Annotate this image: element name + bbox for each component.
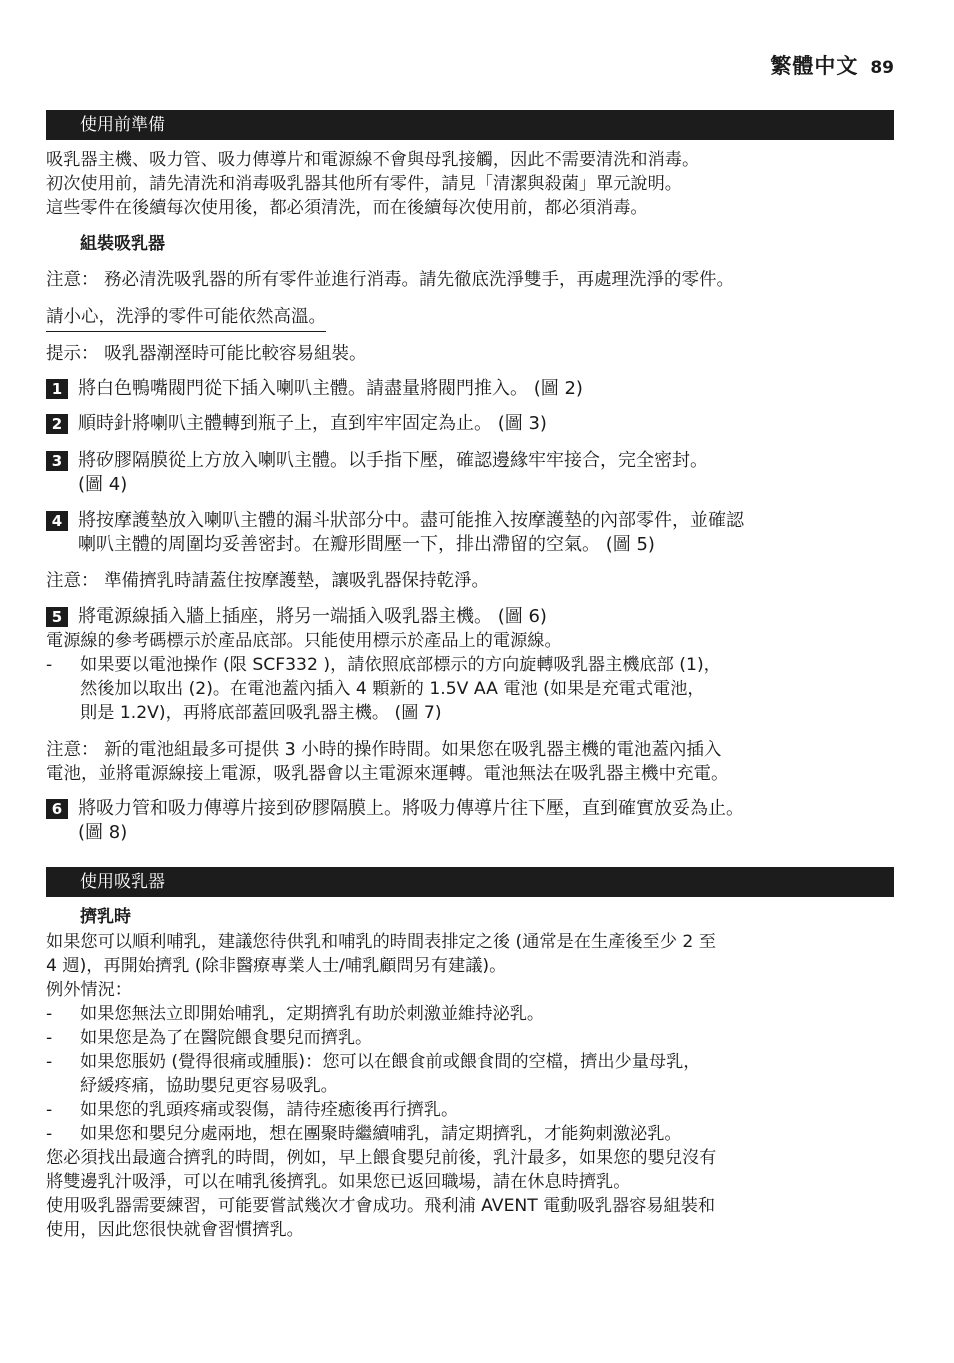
exception-bullet [46, 1002, 894, 1026]
outro-line: 使用，因此您很快就會習慣擠乳。 [46, 1220, 304, 1240]
caution-hot-parts: 請小心，洗淨的零件可能依然高溫。 [46, 305, 326, 332]
note-line: 注意： 新的電池組最多可提供 3 小時的操作時間。如果您在吸乳器主機的電池蓋內插入 [46, 740, 722, 760]
section-title-using: 使用吸乳器 [46, 867, 894, 897]
step-5-details [46, 629, 894, 725]
step-text: (圖 4) [78, 474, 128, 495]
intro-line: 例外情況： [46, 980, 132, 1000]
intro-line: 如果您可以順利哺乳，建議您待供乳和哺乳的時間表排定之後 (通常是在生產後至少 2 至 [46, 932, 716, 952]
step-6 [46, 797, 894, 845]
bullet-dash: - [46, 1124, 53, 1144]
step-number: 1 [46, 379, 68, 399]
outro-line: 使用吸乳器需要練習，可能要嘗試幾次才會成功。飛利浦 AVENT 電動吸乳器容易組裝和 [46, 1196, 716, 1216]
exception-bullet [46, 1122, 894, 1146]
page-header [770, 50, 894, 80]
bullet-text: 如果您和嬰兒分處兩地，想在團聚時繼續哺乳，請定期擠乳，才能夠刺激泌乳。 [80, 1124, 682, 1144]
intro-line: 這些零件在後續每次使用後，都必須清洗，而在後續每次使用前，都必須消毒。 [46, 198, 648, 218]
step-text: 將吸力管和吸力傳導片接到矽膠隔膜上。將吸力傳導片往下壓，直到確實放妥為止。 [78, 798, 744, 819]
step-number: 5 [46, 607, 68, 627]
section-title-preparation: 使用前準備 [46, 110, 894, 140]
tip-moist-assembly: 提示： 吸乳器潮溼時可能比較容易組裝。 [46, 344, 367, 364]
bullet-dash: - [46, 1100, 53, 1120]
step-text: 順時針將喇叭主體轉到瓶子上，直到牢牢固定為止。 (圖 3) [78, 413, 547, 434]
step-text: 將矽膠隔膜從上方放入喇叭主體。以手指下壓，確認邊緣牢牢接合，完全密封。 [78, 450, 708, 471]
bullet-text: 如果您是為了在醫院餵食嬰兒而擠乳。 [80, 1028, 373, 1048]
step-number: 6 [46, 799, 68, 819]
language-label: 繁體中文 [770, 54, 859, 78]
step-text: 喇叭主體的周圍均妥善密封。在瓣形間壓一下，排出滯留的空氣。 (圖 5) [78, 534, 655, 555]
subheading-when-to-express: 擠乳時 [80, 907, 131, 927]
exception-bullet [46, 1026, 894, 1050]
step-number: 2 [46, 414, 68, 434]
step-3 [46, 449, 894, 497]
step-text: 將電源線插入牆上插座，將另一端插入吸乳器主機。 (圖 6) [78, 606, 547, 627]
step-4 [46, 509, 894, 557]
step-text: (圖 8) [78, 822, 128, 843]
note-cover-pad: 注意： 準備擠乳時請蓋住按摩護墊，讓吸乳器保持乾淨。 [46, 571, 490, 591]
subheading-assembly: 組裝吸乳器 [80, 234, 165, 254]
preparation-intro [46, 148, 894, 220]
step-2 [46, 412, 894, 436]
power-cord-note: 電源線的參考碼標示於產品底部。只能使用標示於產品上的電源線。 [46, 631, 562, 651]
step-number: 3 [46, 451, 68, 471]
exception-bullet [46, 1050, 894, 1098]
intro-line: 4 週)，再開始擠乳 (除非醫療專業人士/哺乳顧問另有建議)。 [46, 956, 507, 976]
battery-text: 然後加以取出 (2)。在電池蓋內插入 4 顆新的 1.5V AA 電池 (如果是充電式電池， [80, 679, 705, 699]
note-clean-parts: 注意： 務必清洗吸乳器的所有零件並進行消毒。請先徹底洗淨雙手，再處理洗淨的零件。 [46, 270, 735, 290]
step-5 [46, 605, 894, 629]
page-number: 89 [870, 58, 894, 78]
bullet-text: 如果您無法立即開始哺乳，定期擠乳有助於刺激並維持泌乳。 [80, 1004, 545, 1024]
bullet-dash: - [46, 1028, 53, 1048]
battery-text: 則是 1.2V)，再將底部蓋回吸乳器主機。 (圖 7) [80, 703, 442, 723]
outro-line: 將雙邊乳汁吸淨，可以在哺乳後擠乳。如果您已返回職場，請在休息時擠乳。 [46, 1172, 631, 1192]
battery-bullet [46, 653, 894, 725]
battery-text: 如果要以電池操作 (限 SCF332 )，請依照底部標示的方向旋轉吸乳器主機底部 (1)， [80, 655, 721, 675]
note-battery-life [46, 738, 894, 786]
note-line: 電池，並將電源線接上電源，吸乳器會以主電源來運轉。電池無法在吸乳器主機中充電。 [46, 764, 729, 784]
intro-line: 初次使用前，請先清洗和消毒吸乳器其他所有零件，請見「清潔與殺菌」單元說明。 [46, 174, 682, 194]
step-text: 將按摩護墊放入喇叭主體的漏斗狀部分中。盡可能推入按摩護墊的內部零件，並確認 [78, 510, 744, 531]
step-1 [46, 377, 894, 401]
bullet-dash: - [46, 1052, 53, 1072]
outro-line: 您必須找出最適合擠乳的時間，例如，早上餵食嬰兒前後，乳汁最多，如果您的嬰兒沒有 [46, 1148, 717, 1168]
bullet-dash: - [46, 1004, 53, 1024]
bullet-text: 紓緩疼痛，協助嬰兒更容易吸乳。 [80, 1076, 338, 1096]
bullet-dash: - [46, 655, 53, 675]
intro-line: 吸乳器主機、吸力管、吸力傳導片和電源線不會與母乳接觸，因此不需要清洗和消毒。 [46, 150, 700, 170]
step-text: 將白色鴨嘴閥門從下插入喇叭主體。請盡量將閥門推入。 (圖 2) [78, 378, 583, 399]
exception-bullet [46, 1098, 894, 1122]
step-number: 4 [46, 511, 68, 531]
using-intro [46, 930, 894, 1242]
bullet-text: 如果您脹奶 (覺得很痛或腫脹)：您可以在餵食前或餵食間的空檔，擠出少量母乳， [80, 1052, 701, 1072]
bullet-text: 如果您的乳頭疼痛或裂傷，請待痊癒後再行擠乳。 [80, 1100, 459, 1120]
